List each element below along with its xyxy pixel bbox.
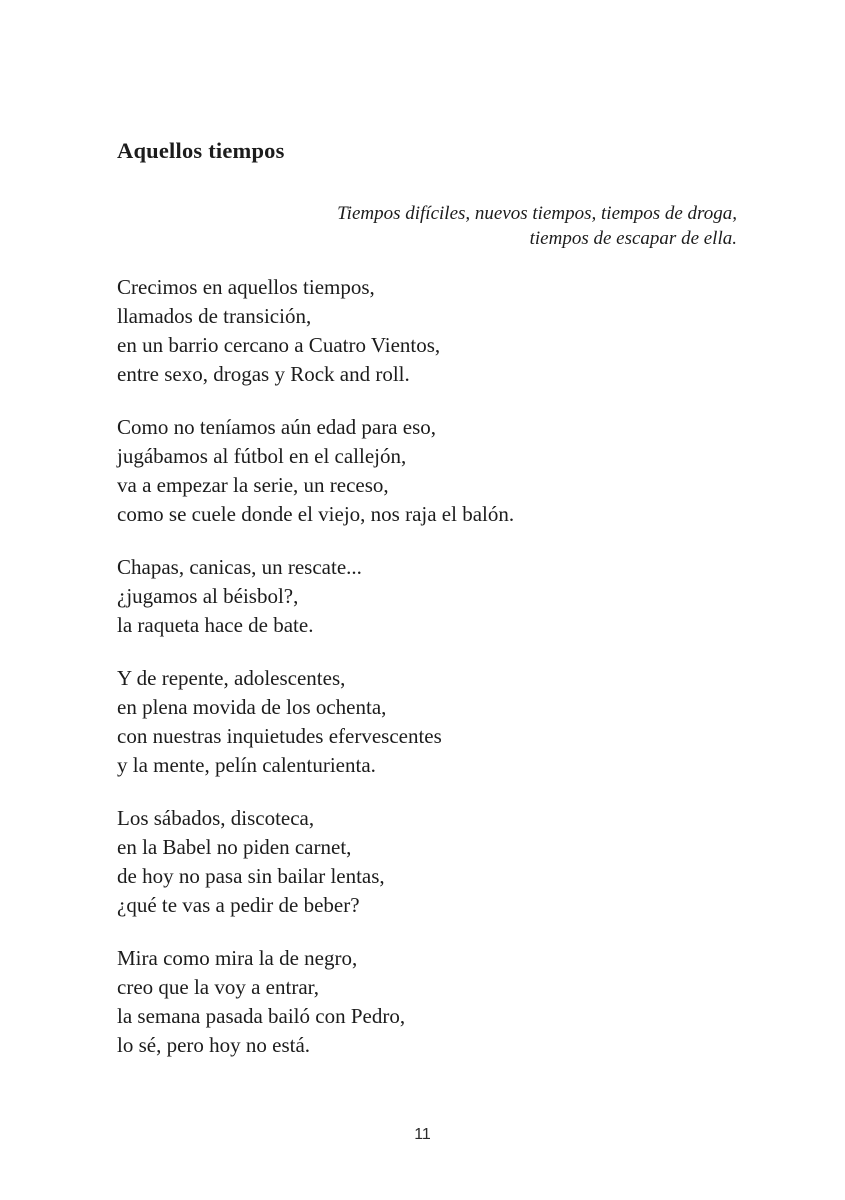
stanza-2	[117, 413, 737, 529]
poem-line: va a empezar la serie, un receso,	[117, 473, 389, 497]
poem-line: y la mente, pelín calenturienta.	[117, 753, 376, 777]
poem-line: como se cuele donde el viejo, nos raja el balón.	[117, 502, 515, 526]
poem-line: Mira como mira la de negro,	[117, 946, 358, 970]
poem-line: en un barrio cercano a Cuatro Vientos,	[117, 333, 441, 357]
poem-line: en la Babel no piden carnet,	[117, 835, 352, 859]
stanza-4	[117, 664, 737, 780]
epigraph-line: Tiempos difíciles, nuevos tiempos, tiempos de droga,	[337, 203, 737, 224]
poem-line: Crecimos en aquellos tiempos,	[117, 275, 375, 299]
poem-line: con nuestras inquietudes efervescentes	[117, 724, 442, 748]
poem-line: Como no teníamos aún edad para eso,	[117, 415, 436, 439]
stanza-6	[117, 944, 737, 1060]
stanza-1	[117, 273, 737, 389]
poem-line: en plena movida de los ochenta,	[117, 695, 387, 719]
poem-epigraph	[117, 201, 737, 251]
poem-title: Aquellos tiempos	[117, 138, 285, 163]
poem-line: ¿jugamos al béisbol?,	[117, 584, 299, 608]
poem-line: lo sé, pero hoy no está.	[117, 1033, 311, 1057]
epigraph-line: tiempos de escapar de ella.	[529, 228, 737, 249]
page-number: 11	[414, 1126, 431, 1143]
poem-line: creo que la voy a entrar,	[117, 975, 320, 999]
poem-line: de hoy no pasa sin bailar lentas,	[117, 864, 385, 888]
stanza-5	[117, 804, 737, 920]
poem-line: la semana pasada bailó con Pedro,	[117, 1004, 406, 1028]
poem-line: Los sábados, discoteca,	[117, 806, 315, 830]
poem-line: entre sexo, drogas y Rock and roll.	[117, 362, 410, 386]
poem-line: la raqueta hace de bate.	[117, 613, 314, 637]
poem-line: llamados de transición,	[117, 304, 312, 328]
poem-line: ¿qué te vas a pedir de beber?	[117, 893, 360, 917]
poem-line: Chapas, canicas, un rescate...	[117, 555, 362, 579]
poem-line: jugábamos al fútbol en el callejón,	[117, 444, 407, 468]
poem-line: Y de repente, adolescentes,	[117, 666, 346, 690]
stanza-3	[117, 553, 737, 640]
